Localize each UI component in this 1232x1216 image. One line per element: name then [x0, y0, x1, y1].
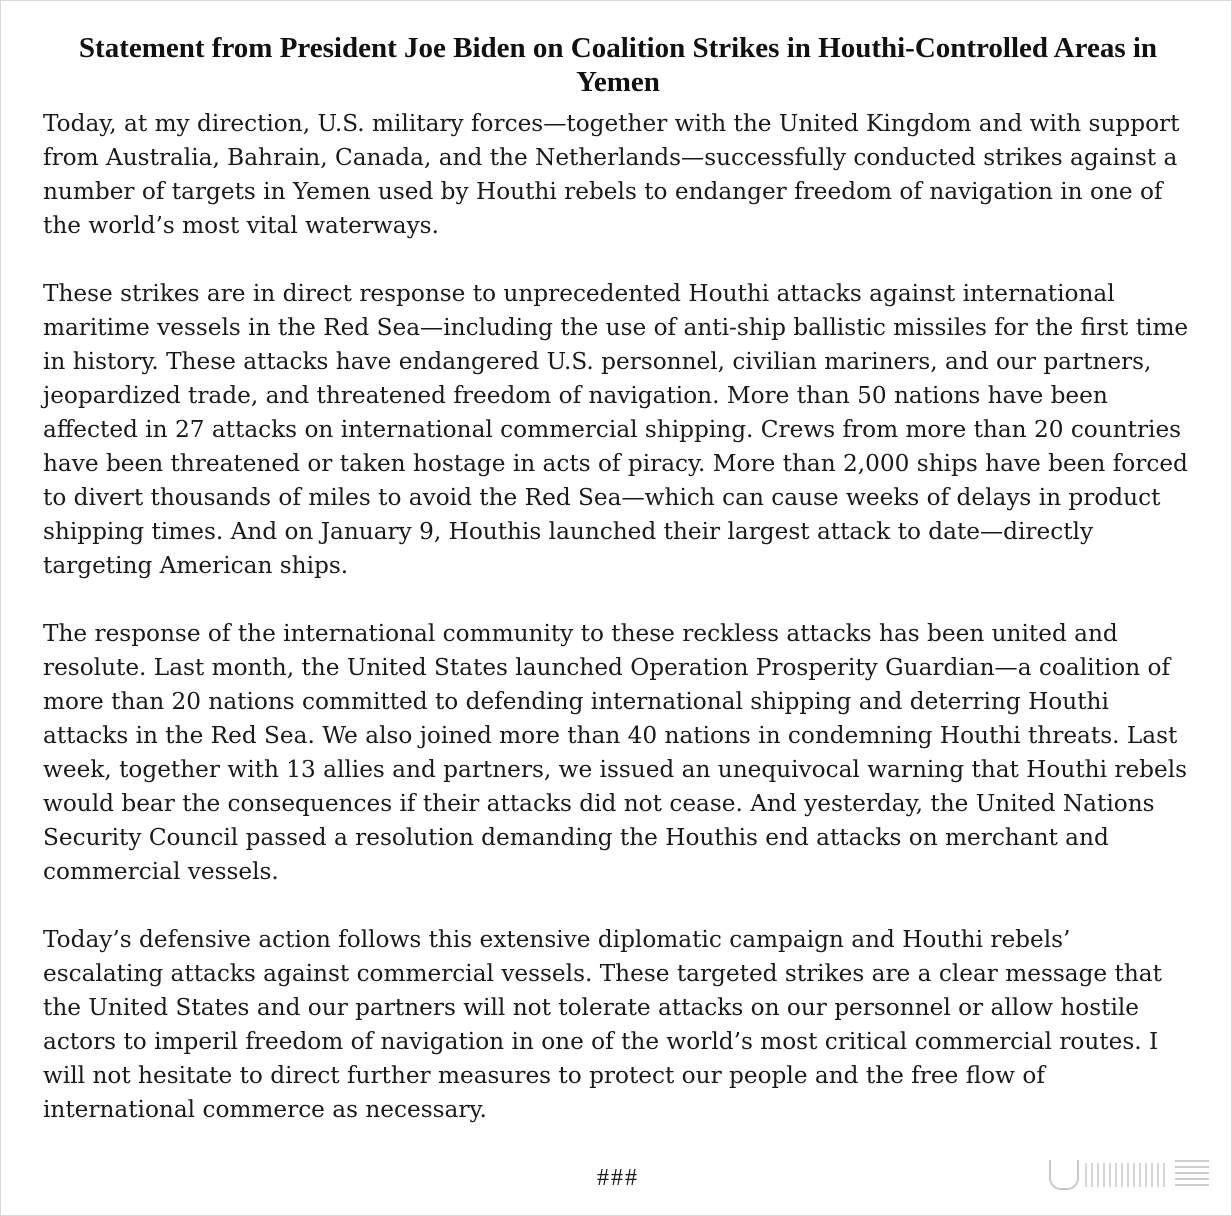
- paragraph-3: The response of the international community to these reckless attacks has been united and resolute. Last month, the United States launched Operation Prosperity Guardian—a coalition of more than 20 nations committed to defending international shipping and deterring Houthi attacks in the Red Sea. We also joined more than 40 nations in condemning Houthi threats. Last week, together with 13 allies and partners, we issued an unequivocal warning that Houthi rebels would bear the consequences if their attacks did not cease. And yesterday, the United Nations Security Council passed a resolution demanding the Houthis end attacks on merchant and commercial vessels.: [43, 620, 1188, 885]
- watermark-bars-icon: [1175, 1160, 1209, 1190]
- paragraph-2: These strikes are in direct response to unprecedented Houthi attacks against international maritime vessels in the Red Sea—including the use of anti-ship ballistic missiles for the first time in history. These attacks have endangered U.S. personnel, civilian mariners, and our partners, jeopardized trade, and threatened freedom of navigation. More than 50 nations have been affected in 27 attacks on international commercial shipping. Crews from more than 20 countries have been threatened or taken hostage in acts of piracy. More than 2,000 ships have been forced to divert thousands of miles to avoid the Red Sea—which can cause weeks of delays in product shipping times. And on January 9, Houthis launched their largest attack to date—directly targeting American ships.: [43, 280, 1189, 579]
- statement-title: Statement from President Joe Biden on Coalition Strikes in Houthi-Controlled Areas in Yemen: [78, 32, 1158, 98]
- paragraph-1: Today, at my direction, U.S. military forces—together with the United Kingdom and with support from Australia, Bahrain, Canada, and the Netherlands—successfully conducted strikes against a number of targets in Yemen used by Houthi rebels to endanger freedom of navigation in one of the world’s most vital waterways.: [43, 110, 1180, 239]
- watermark-lines-icon: [1085, 1163, 1169, 1187]
- watermark-cup-icon: [1049, 1160, 1079, 1190]
- paragraph-4: Today’s defensive action follows this extensive diplomatic campaign and Houthi rebels’ escalating attacks against commercial vessels. These targeted strikes are a clear message that the United States and our partners will not tolerate attacks on our personnel or allow hostile actors to imperil freedom of navigation in one of the world’s most critical commercial routes. I will not hesitate to direct further measures to protect our people and the free flow of international commerce as necessary.: [43, 926, 1162, 1123]
- watermark-logo-icon: [1049, 1155, 1209, 1195]
- end-mark: ###: [597, 1165, 639, 1191]
- statement-body: [43, 31, 1193, 1195]
